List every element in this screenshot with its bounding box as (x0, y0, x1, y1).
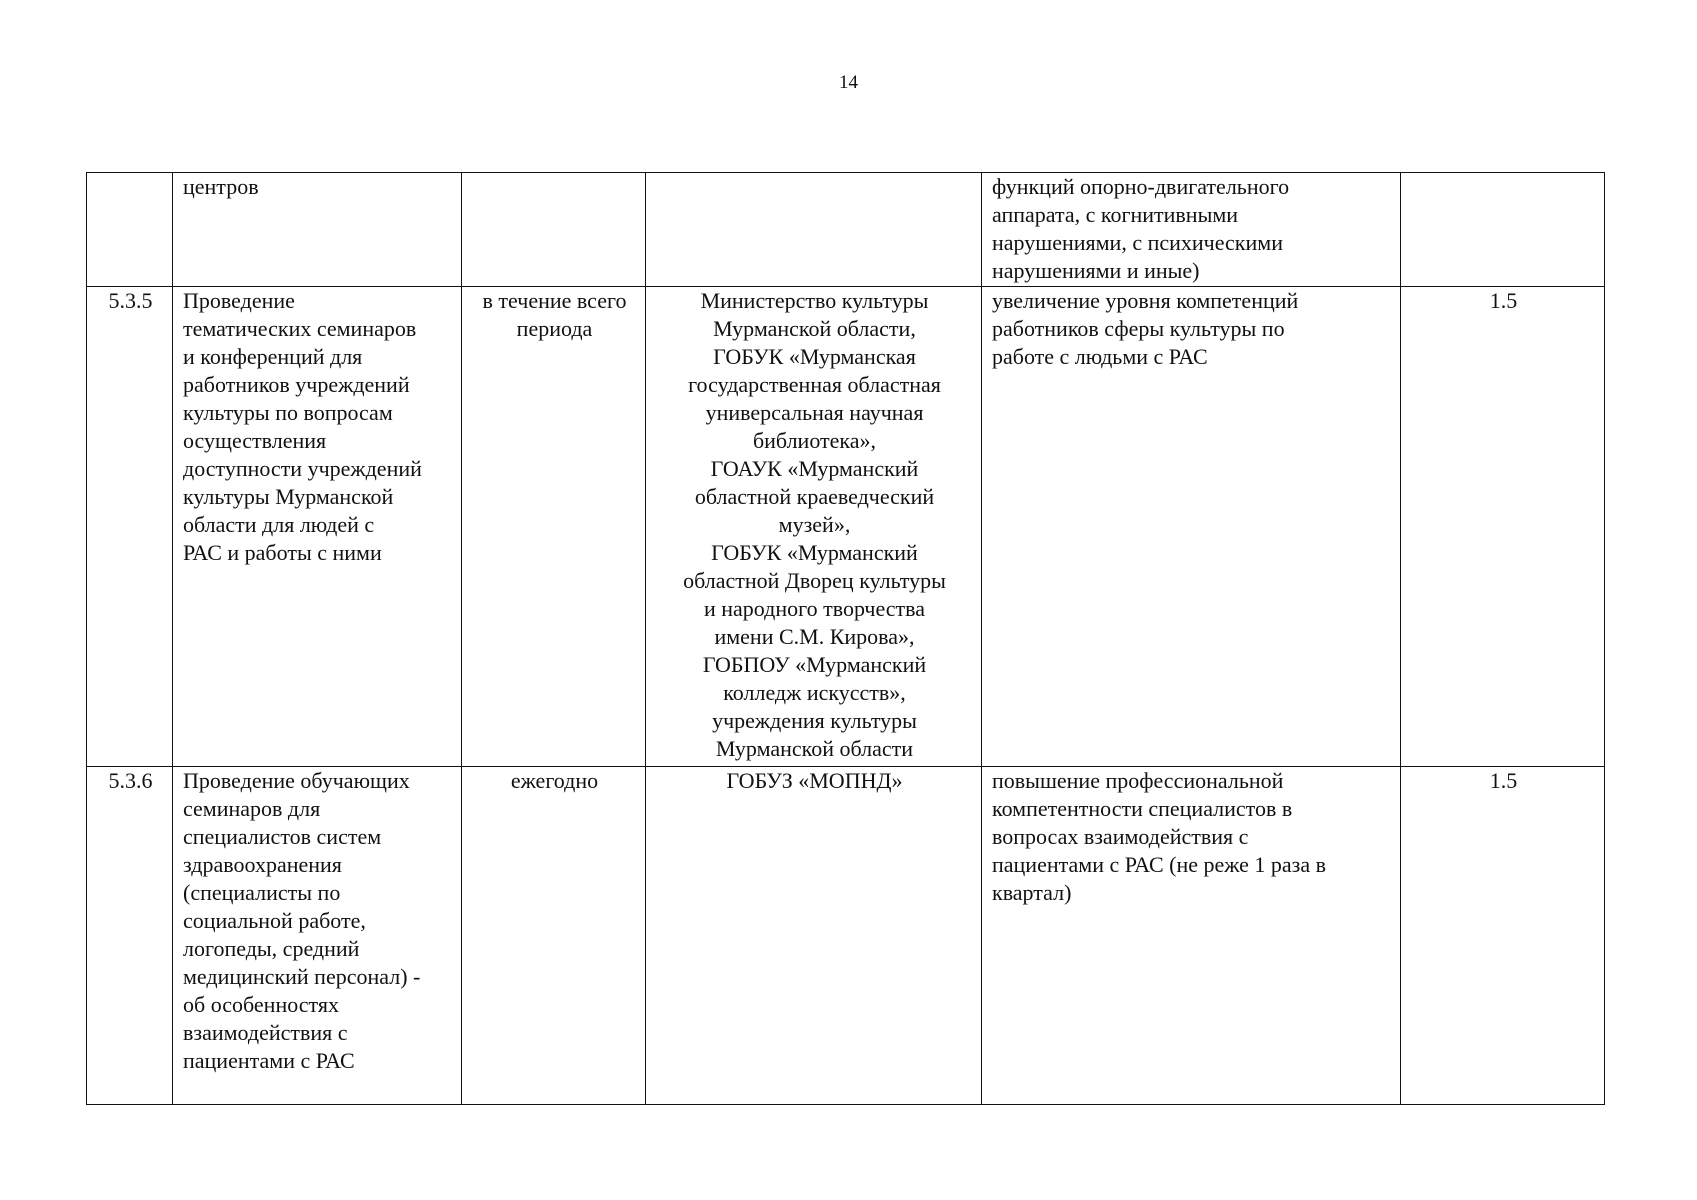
text-line: ГОБУК «Мурманский (711, 540, 918, 565)
text-line: семинаров для (183, 796, 321, 821)
text-line: (специалисты по (183, 880, 341, 905)
text-line: работников сферы культуры по (992, 316, 1285, 341)
cell-result (982, 287, 1401, 767)
text-line: работе с людьми с РАС (992, 344, 1208, 369)
text-line: ГОАУК «Мурманский (710, 456, 919, 481)
text-line: Проведение обучающих (183, 768, 410, 793)
text-line: нарушениями и иные) (992, 258, 1200, 283)
table-row (87, 287, 1605, 767)
cell-term (462, 767, 646, 1105)
text-line: аппарата, с когнитивными (992, 202, 1239, 227)
text-line: социальной работе, (183, 908, 366, 933)
text-line: логопеды, средний (183, 936, 360, 961)
text-line: Проведение (183, 288, 295, 313)
cell-executor (646, 287, 982, 767)
text-line: об особенностях (183, 992, 339, 1017)
text-line: области для людей с (183, 512, 375, 537)
text-line: РАС и работы с ними (183, 540, 382, 565)
text-line: центров (183, 174, 259, 199)
cell-reference: 1.5 (1401, 287, 1605, 767)
text-line: доступности учреждений (183, 456, 422, 481)
text-line: Мурманской области, (713, 316, 916, 341)
cell-number: 5.3.5 (87, 287, 173, 767)
text-line: работников учреждений (183, 372, 410, 397)
text-line: областной краеведческий (694, 484, 935, 509)
page-number: 14 (839, 72, 858, 93)
table-row (87, 767, 1605, 1105)
text-line: колледж искусств», (723, 680, 906, 705)
text-line: Мурманской области (715, 736, 914, 761)
text-line: музей», (778, 512, 851, 537)
text-line: функций опорно-двигательного (992, 174, 1290, 199)
text-line: и народного творчества (703, 596, 926, 621)
text-line: имени С.М. Кирова», (714, 624, 915, 649)
text-line: в течение всего (482, 288, 627, 313)
text-line: нарушениями, с психическими (992, 230, 1283, 255)
text-line: тематических семинаров (183, 316, 417, 341)
cell-number: 5.3.6 (87, 767, 173, 1105)
text-line: квартал) (992, 880, 1072, 905)
text-line: универсальная научная (705, 400, 924, 425)
text-line: увеличение уровня компетенций (992, 288, 1299, 313)
text-line: пациентами с РАС (не реже 1 раза в (992, 852, 1327, 877)
text-line: здравоохранения (183, 852, 342, 877)
text-line: компетентности специалистов в (992, 796, 1293, 821)
text-line: периода (516, 316, 593, 341)
text-line: осуществления (183, 428, 327, 453)
text-line: ГОБУК «Мурманская (713, 344, 916, 369)
cell-term (462, 287, 646, 767)
table-row (87, 173, 1605, 287)
cell-executor (646, 173, 982, 287)
text-line: медицинский персонал) - (183, 964, 421, 989)
text-line: специалистов систем (183, 824, 382, 849)
cell-term (462, 173, 646, 287)
text-line: ГОБУЗ «МОПНД» (726, 768, 903, 793)
text-line: ежегодно (510, 768, 599, 793)
text-line: пациентами с РАС (183, 1048, 355, 1073)
cell-reference (1401, 173, 1605, 287)
cell-executor (646, 767, 982, 1105)
text-line: взаимодействия с (183, 1020, 348, 1045)
text-line: библиотека», (752, 428, 877, 453)
text-line: учреждения культуры (712, 708, 917, 733)
text-line: ГОБПОУ «Мурманский (702, 652, 927, 677)
cell-name (173, 767, 462, 1105)
cell-result (982, 767, 1401, 1105)
text-line: государственная областная (688, 372, 941, 397)
cell-reference: 1.5 (1401, 767, 1605, 1105)
cell-name (173, 287, 462, 767)
cell-name (173, 173, 462, 287)
cell-number (87, 173, 173, 287)
text-line: вопросах взаимодействия с (992, 824, 1249, 849)
text-line: повышение профессиональной (992, 768, 1284, 793)
cell-result (982, 173, 1401, 287)
text-line: и конференций для (183, 344, 363, 369)
text-line: культуры Мурманской (183, 484, 394, 509)
measures-table (86, 172, 1605, 1105)
text-line: областной Дворец культуры (683, 568, 946, 593)
text-line: Министерство культуры (700, 288, 929, 313)
text-line: культуры по вопросам (183, 400, 393, 425)
